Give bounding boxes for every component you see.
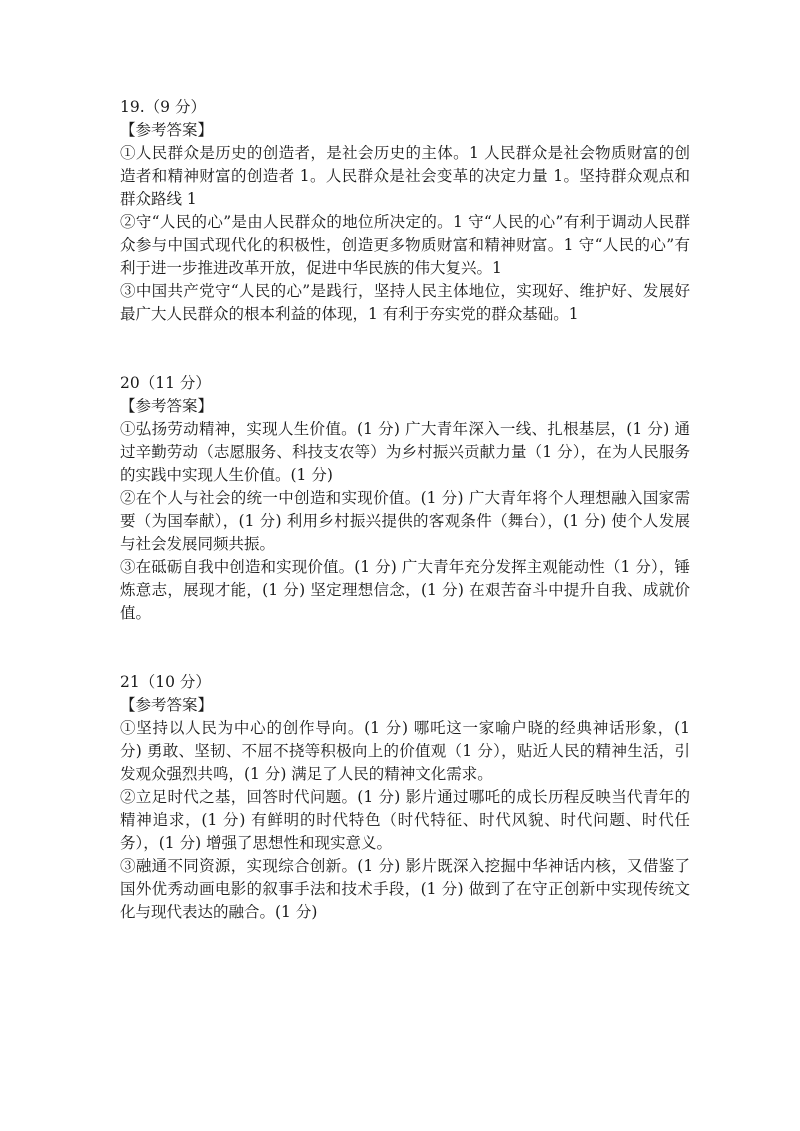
- question-21-point-1: ①坚持以人民为中心的创作导向。(1 分) 哪吒这一家喻户晓的经典神话形象，(1 分) 勇敢、坚韧、不屈不挠等积极向上的价值观（1 分），贴近人民的精神生活，引发观众强烈共鸣，(1 分) 满足了人民的精神文化需求。: [120, 719, 690, 783]
- question-19-point-1: ①人民群众是历史的创造者，是社会历史的主体。1 人民群众是社会物质财富的创造者和精神财富的创造者 1。人民群众是社会变革的决定力量 1。坚持群众观点和群众路线 1: [120, 144, 690, 208]
- answer-document: [120, 96, 690, 924]
- question-20-section: [120, 372, 690, 625]
- question-21-section: [120, 671, 690, 924]
- question-20-point-1: ①弘扬劳动精神，实现人生价值。(1 分) 广大青年深入一线、扎根基层，(1 分) 通过辛勤劳动（志愿服务、科技支农等）为乡村振兴贡献力量（1 分），在为人民服务的实践中实现人生价值。(1 分): [120, 420, 690, 484]
- question-19-title: 19.（9 分）: [120, 98, 206, 116]
- question-19-section: [120, 96, 690, 326]
- question-20-answer-label: 【参考答案】: [120, 397, 214, 415]
- question-19-point-2: ②守“人民的心”是由人民群众的地位所决定的。1 守“人民的心”有利于调动人民群众参与中国式现代化的积极性，创造更多物质财富和精神财富。1 守“人民的心”有利于进一步推进改革开放，促进中华民族的伟大复兴。1: [120, 213, 690, 277]
- question-21-answer-label: 【参考答案】: [120, 696, 214, 714]
- question-20-title: 20（11 分）: [120, 374, 211, 392]
- question-19-answer-label: 【参考答案】: [120, 121, 214, 139]
- question-21-point-3: ③融通不同资源，实现综合创新。(1 分) 影片既深入挖掘中华神话内核，又借鉴了国外优秀动画电影的叙事手法和技术手段，(1 分) 做到了在守正创新中实现传统文化与现代表达的融合。(1 分): [120, 857, 690, 921]
- question-20-point-2: ②在个人与社会的统一中创造和实现价值。(1 分) 广大青年将个人理想融入国家需要（为国奉献），(1 分) 利用乡村振兴提供的客观条件（舞台），(1 分) 使个人发展与社会发展同频共振。: [120, 489, 690, 553]
- question-21-title: 21（10 分）: [120, 673, 211, 691]
- question-21-point-2: ②立足时代之基，回答时代问题。(1 分) 影片通过哪吒的成长历程反映当代青年的精神追求，(1 分) 有鲜明的时代特色（时代特征、时代风貌、时代问题、时代任务），(1 分) 增强了思想性和现实意义。: [120, 788, 690, 852]
- question-19-point-3: ③中国共产党守“人民的心”是践行，坚持人民主体地位，实现好、维护好、发展好最广大人民群众的根本利益的体现，1 有利于夯实党的群众基础。1: [120, 282, 690, 323]
- question-20-point-3: ③在砥砺自我中创造和实现价值。(1 分) 广大青年充分发挥主观能动性（1 分），锤炼意志，展现才能，(1 分) 坚定理想信念，(1 分) 在艰苦奋斗中提升自我、成就价值。: [120, 558, 690, 622]
